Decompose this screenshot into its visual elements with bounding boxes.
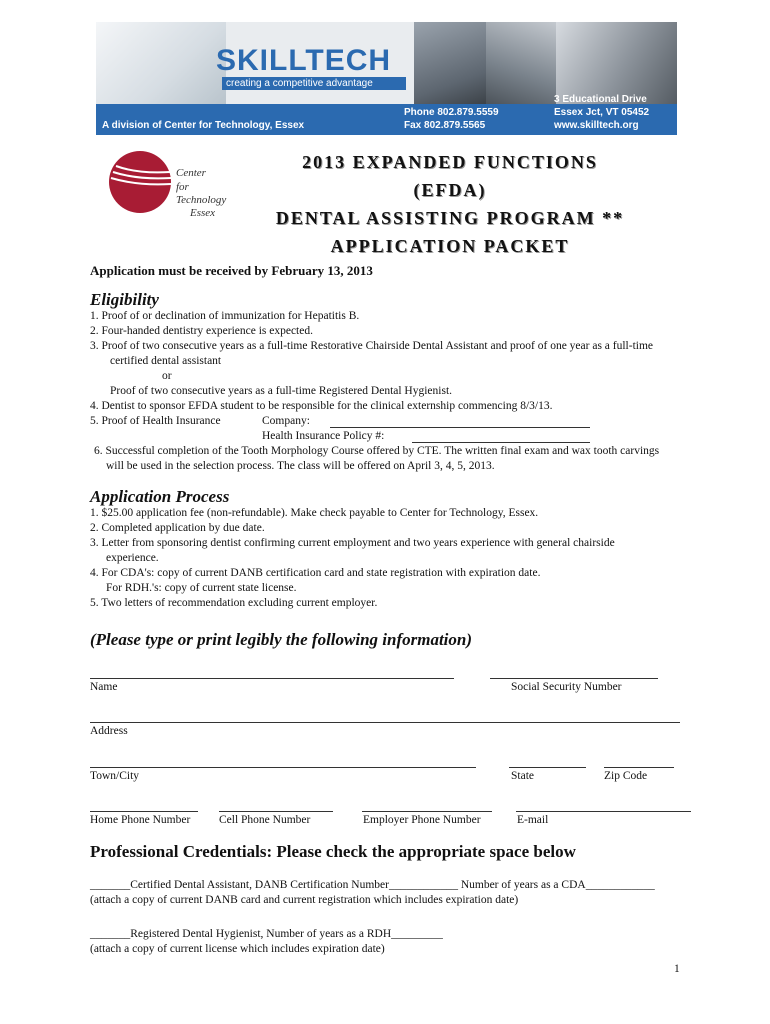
insurance-policy-field[interactable] bbox=[412, 442, 590, 443]
eligibility-item-3-alt: Proof of two consecutive years as a full-time Registered Dental Hygienist. bbox=[110, 385, 453, 397]
name-field[interactable] bbox=[90, 678, 454, 679]
process-heading: Application Process bbox=[90, 487, 230, 506]
skilltech-logo: SKILLTECH bbox=[216, 44, 392, 77]
deadline-text: Application must be received by February 13, 2013 bbox=[90, 263, 373, 278]
title-line-3: DENTAL ASSISTING PROGRAM ** bbox=[275, 208, 625, 228]
eligibility-heading: Eligibility bbox=[90, 290, 159, 309]
phone-text: Phone 802.879.5559 bbox=[404, 107, 499, 118]
process-item-3: 3. Letter from sponsoring dentist confirming current employment and two years experience with general chairside bbox=[90, 537, 615, 549]
skilltech-banner bbox=[96, 22, 677, 135]
eligibility-item-6: 6. Successful completion of the Tooth Morphology Course offered by CTE. The written final exam and wax tooth carvings bbox=[94, 445, 660, 457]
process-item-4: 4. For CDA's: copy of current DANB certification card and state registration with expiration date. bbox=[90, 567, 541, 579]
process-item-1: 1. $25.00 application fee (non-refundable). Make check payable to Center for Technology, Essex. bbox=[90, 507, 539, 519]
credentials-heading: Professional Credentials: Please check the appropriate space below bbox=[90, 842, 576, 861]
employer-phone-field[interactable] bbox=[362, 811, 492, 812]
cte-logo-line4: Essex bbox=[190, 207, 216, 219]
state-label: State bbox=[511, 770, 534, 782]
rdh-note: (attach a copy of current license which includes expiration date) bbox=[90, 943, 385, 955]
process-item-4-cont: For RDH.'s: copy of current state license. bbox=[106, 582, 297, 594]
state-field[interactable] bbox=[509, 767, 586, 768]
cte-logo-icon bbox=[108, 150, 172, 214]
home-phone-label: Home Phone Number bbox=[90, 814, 191, 826]
eligibility-item-2: 2. Four-handed dentistry experience is expected. bbox=[90, 325, 313, 337]
eligibility-item-3: 3. Proof of two consecutive years as a full-time Restorative Chairside Dental Assistant and proof of one year as a full-time bbox=[90, 340, 654, 352]
zip-field[interactable] bbox=[604, 767, 674, 768]
ssn-label: Social Security Number bbox=[511, 681, 622, 693]
town-label: Town/City bbox=[90, 770, 140, 782]
cda-line[interactable]: _______Certified Dental Assistant, DANB Certification Number____________ Number of years as a CDA____________ bbox=[90, 879, 655, 891]
address-field[interactable] bbox=[90, 722, 680, 723]
fax-text: Fax 802.879.5565 bbox=[404, 120, 486, 131]
tagline: creating a competitive advantage bbox=[222, 77, 406, 90]
photo-keyboard bbox=[556, 22, 677, 104]
town-field[interactable] bbox=[90, 767, 476, 768]
eligibility-item-3-cont: certified dental assistant bbox=[110, 355, 222, 367]
zip-label: Zip Code bbox=[604, 770, 648, 782]
eligibility-item-5: 5. Proof of Health Insurance bbox=[90, 415, 221, 427]
eligibility-or: or bbox=[162, 370, 172, 382]
process-item-2: 2. Completed application by due date. bbox=[90, 522, 265, 534]
insurance-company-label: Company: bbox=[262, 415, 310, 427]
cte-logo-line1: Center bbox=[176, 167, 206, 179]
cell-phone-label: Cell Phone Number bbox=[219, 814, 311, 826]
eligibility-item-1: 1. Proof of or declination of immunization for Hepatitis B. bbox=[90, 310, 360, 322]
process-item-3-cont: experience. bbox=[106, 552, 159, 564]
title-line-1: 2013 EXPANDED FUNCTIONS bbox=[302, 152, 598, 172]
title-line-2: (EFDA) bbox=[413, 180, 487, 200]
address2-text: Essex Jct, VT 05452 bbox=[554, 107, 650, 118]
blueprint-image bbox=[96, 22, 226, 104]
insurance-policy-label: Health Insurance Policy #: bbox=[262, 430, 385, 442]
rdh-line[interactable]: _______Registered Dental Hygienist, Number of years as a RDH_________ bbox=[90, 928, 443, 940]
employer-phone-label: Employer Phone Number bbox=[363, 814, 481, 826]
banner-footer bbox=[96, 94, 677, 135]
info-heading: (Please type or print legibly the following information) bbox=[90, 630, 473, 649]
address-label: Address bbox=[90, 725, 128, 737]
cell-phone-field[interactable] bbox=[219, 811, 333, 812]
title-line-4: APPLICATION PACKET bbox=[330, 236, 570, 256]
eligibility-item-4: 4. Dentist to sponsor EFDA student to be responsible for the clinical externship commencing 8/3/13. bbox=[90, 400, 553, 412]
home-phone-field[interactable] bbox=[90, 811, 198, 812]
photo-student bbox=[414, 22, 486, 104]
name-label: Name bbox=[90, 681, 118, 693]
address1-text: 3 Educational Drive bbox=[554, 94, 647, 105]
insurance-company-field[interactable] bbox=[330, 427, 590, 428]
email-label: E-mail bbox=[517, 814, 549, 826]
process-item-5: 5. Two letters of recommendation excluding current employer. bbox=[90, 597, 378, 609]
ssn-field[interactable] bbox=[490, 678, 658, 679]
cte-logo-line2: for bbox=[176, 181, 189, 193]
cda-note: (attach a copy of current DANB card and current registration which includes expiration date) bbox=[90, 894, 519, 906]
cte-logo-line3: Technology bbox=[176, 194, 227, 206]
division-text: A division of Center for Technology, Essex bbox=[102, 120, 305, 131]
website-text: www.skilltech.org bbox=[554, 120, 639, 131]
photo-lab bbox=[486, 22, 556, 104]
page-number: 1 bbox=[674, 963, 680, 975]
eligibility-item-6-cont: will be used in the selection process. The class will be offered on April 3, 4, 5, 2013. bbox=[106, 460, 495, 472]
email-field[interactable] bbox=[516, 811, 691, 812]
